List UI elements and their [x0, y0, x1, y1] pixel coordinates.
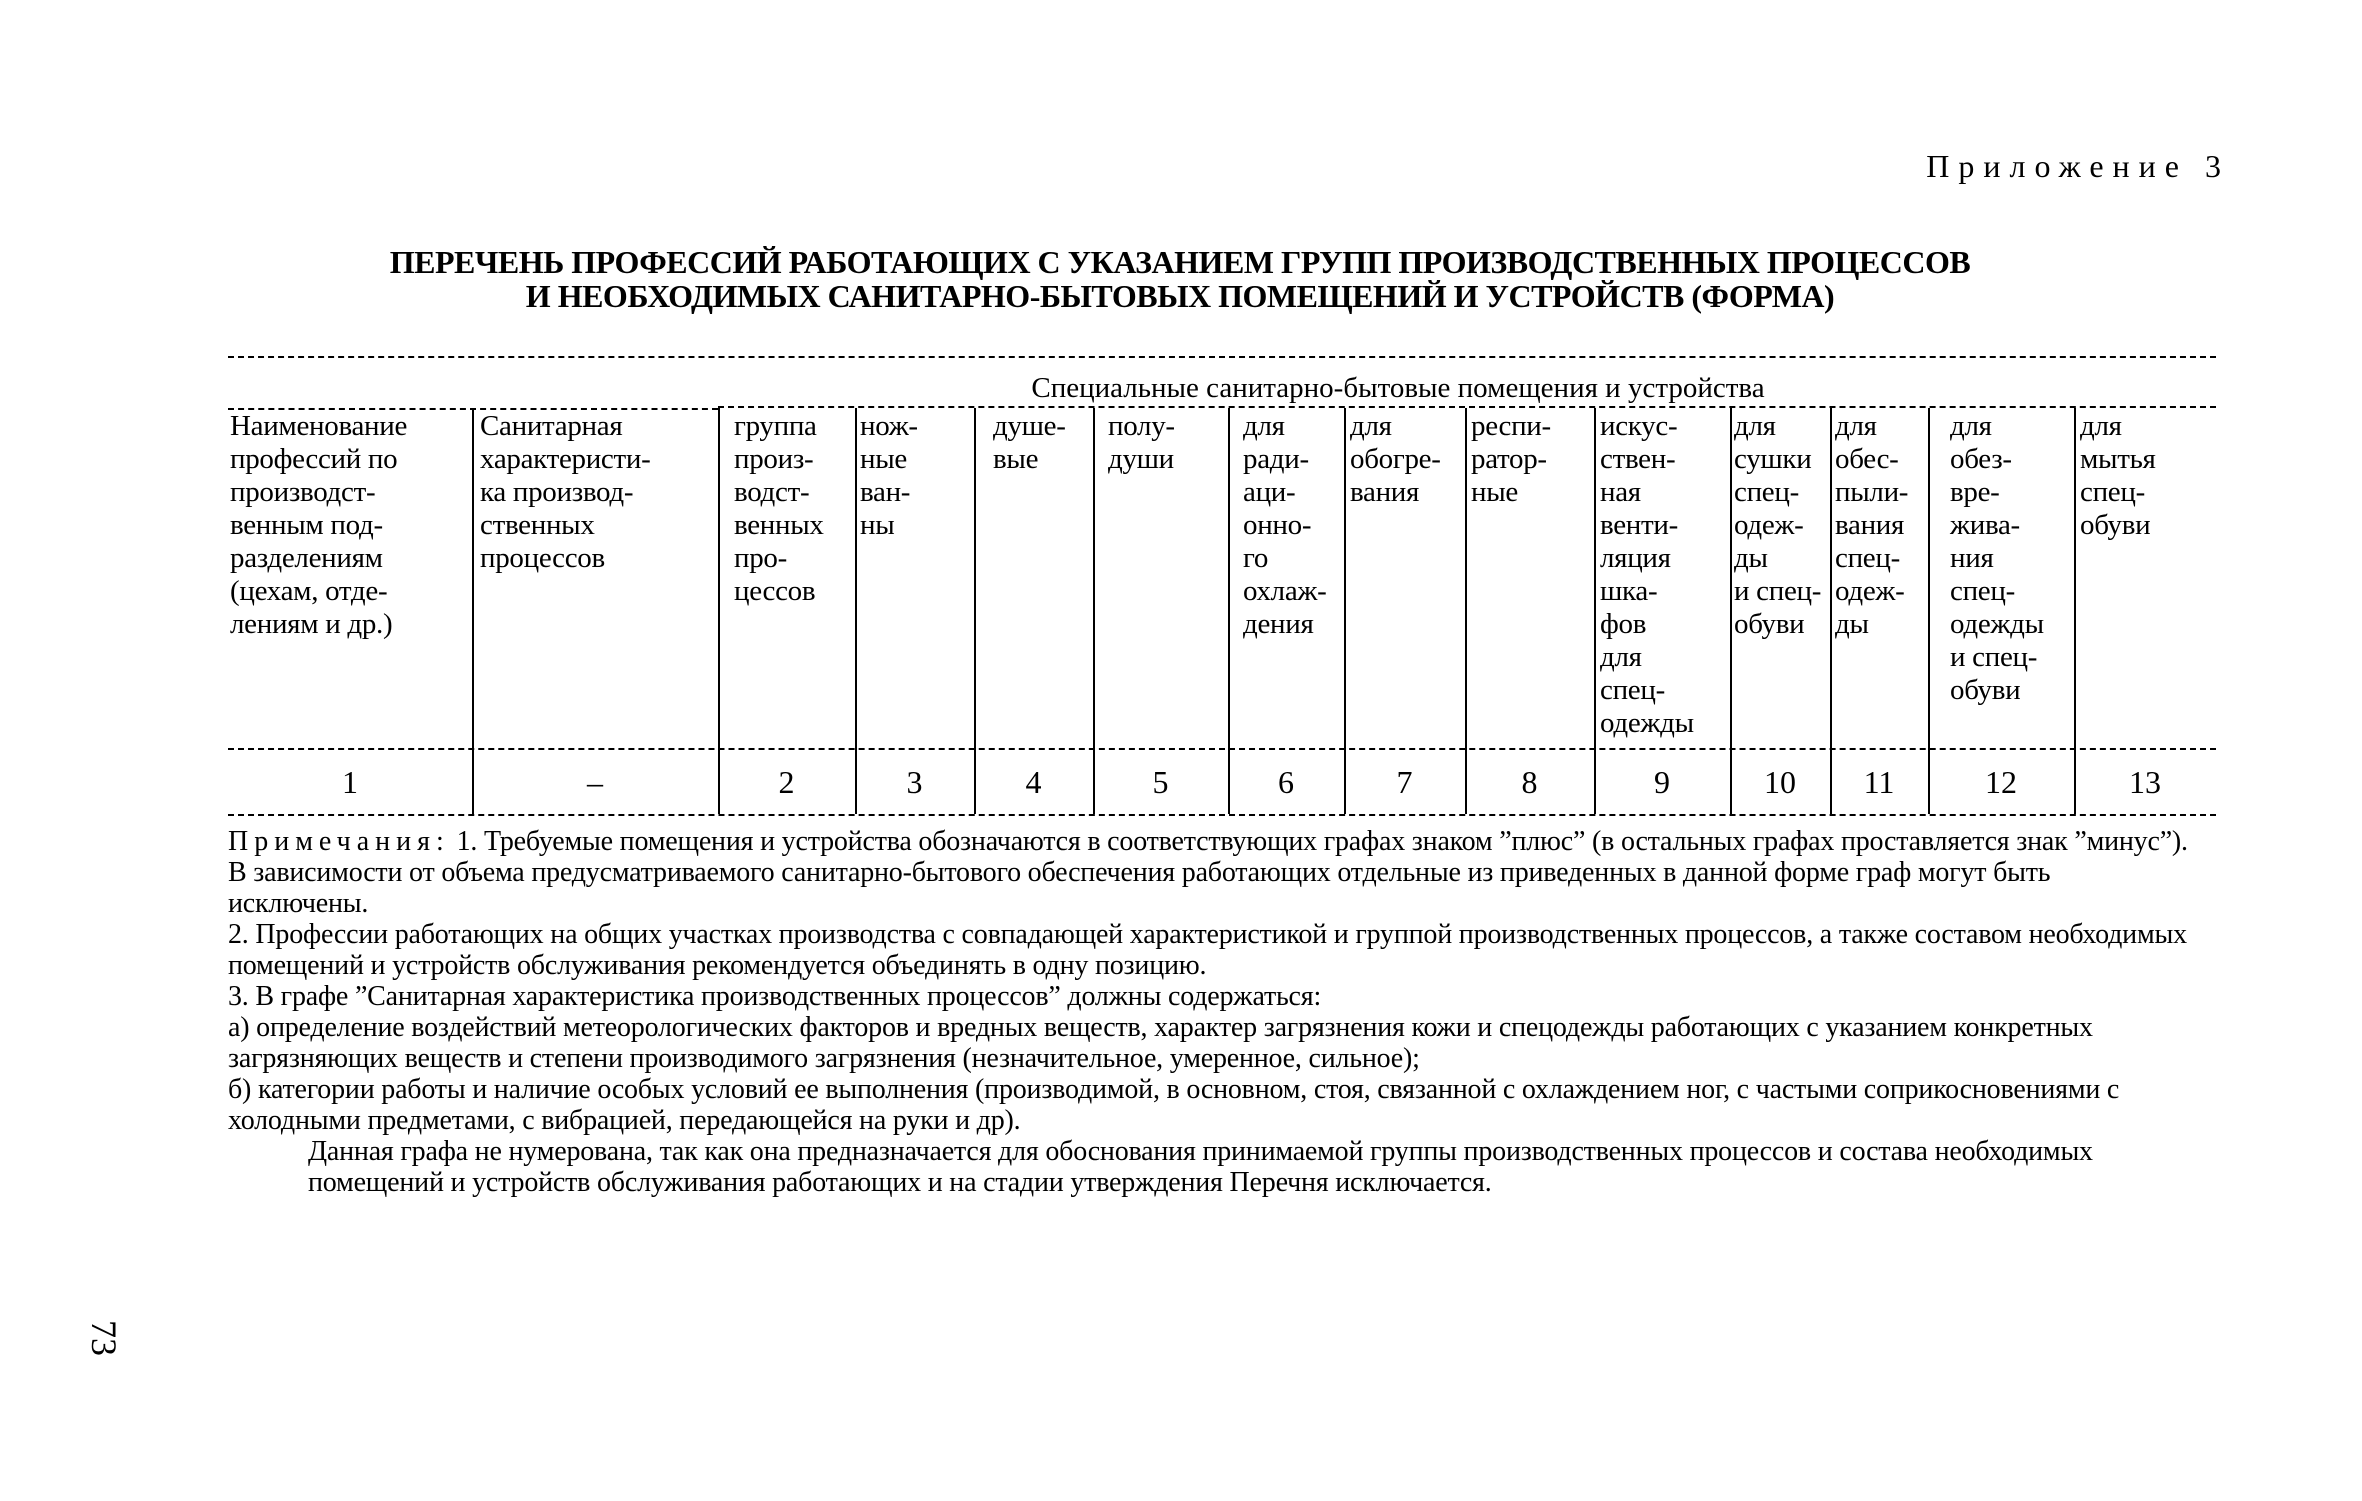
column-number: 12	[1985, 764, 2017, 800]
title-line-1: ПЕРЕЧЕНЬ ПРОФЕССИЙ РАБОТАЮЩИХ С УКАЗАНИЕМ ГРУПП ПРОИЗВОДСТВЕННЫХ ПРОЦЕССОВ	[389, 244, 1971, 280]
column-number: 2	[778, 764, 795, 800]
column-number: 1	[342, 764, 358, 800]
column-number: 3	[906, 764, 923, 800]
professions-table	[228, 356, 2216, 816]
column-number: 5	[1152, 764, 1169, 800]
column-header: Наименование профессий по производст- венным под- разделениям (цехам, отде- лениям и др.)	[230, 410, 408, 640]
note-1a: 1. Требуемые помещения и устройства обозначаются в соответствующих графах знаком ”плюс” (в остальных графах проставляется знак ”минус”).	[449, 826, 2188, 857]
column-divider	[1465, 408, 1467, 814]
note-1b: В зависимости от объема предусматриваемого санитарно-бытового обеспечения работающих отдельные из приведенных в данной форме граф могут быть исключены.	[228, 857, 2051, 919]
title-line-2: И НЕОБХОДИМЫХ САНИТАРНО-БЫТОВЫХ ПОМЕЩЕНИЙ И УСТРОЙСТВ (ФОРМА)	[525, 278, 1835, 314]
column-number: 11	[1863, 764, 1895, 800]
column-header: Санитарная характеристи- ка производ- ственных процессов	[480, 410, 651, 574]
column-divider	[1830, 408, 1832, 814]
column-divider	[718, 408, 720, 814]
column-number: 13	[2129, 764, 2161, 800]
column-header: полу- души	[1108, 410, 1175, 475]
column-divider	[855, 408, 857, 814]
header-bottom-rule	[228, 748, 2216, 750]
note-4: Данная графа не нумерована, так как она предназначается для обоснования принимаемой группы производственных процессов и состава необходимых помещений и устройств обслуживания работающих и на стадии утверждения Перечня исключается.	[308, 1136, 2093, 1198]
note-3a: а) определение воздействий метеорологических факторов и вредных веществ, характер загрязнения кожи и спецодежды работающих с указанием конкретных загрязняющих веществ и степени производимого загрязнения (незначительное, умеренное, сильное);	[228, 1012, 2093, 1074]
column-divider	[974, 408, 976, 814]
column-number: –	[587, 764, 603, 800]
column-number: 4	[1025, 764, 1042, 800]
table-top-rule	[228, 356, 2216, 358]
column-header: искус- ствен- ная венти- ляция шка- фов для спец- одежды	[1600, 410, 1694, 739]
note-3b: б) категории работы и наличие особых условий ее выполнения (производимой, в основном, стоя, связанной с охлаждением ног, с частыми соприкосновениями с холодными предметами, с вибрацией, передающейся на руки и др).	[228, 1074, 2120, 1136]
note-2: 2. Профессии работающих на общих участках производства с совпадающей характеристикой и группой производственных процессов, а также составом необходимых помещений и устройств обслуживания рекомендуется объединять в одну позицию.	[228, 919, 2187, 981]
column-divider	[1228, 408, 1230, 814]
column-divider	[1730, 408, 1732, 814]
column-number: 7	[1396, 764, 1413, 800]
column-header: для обес- пыли- вания спец- одеж- ды	[1835, 410, 1909, 640]
column-number: 9	[1654, 764, 1670, 800]
column-header: для сушки спец- одеж- ды и спец- обуви	[1734, 410, 1822, 640]
page-number: 73	[84, 1320, 124, 1356]
table-bottom-rule	[228, 814, 2216, 816]
column-divider	[1344, 408, 1346, 814]
column-header: для мытья спец- обуви	[2080, 410, 2156, 541]
column-header: группа произ- водст- венных про- цессов	[734, 410, 824, 607]
appendix-label: Приложение 3	[1926, 148, 2230, 184]
column-divider	[1594, 408, 1596, 814]
notes-label: Примечания:	[228, 826, 450, 857]
column-divider	[472, 408, 474, 814]
column-number: 10	[1764, 764, 1796, 800]
note-3: 3. В графе ”Санитарная характеристика производственных процессов” должны содержаться:	[228, 981, 1322, 1012]
column-header: душе- вые	[993, 410, 1066, 475]
column-header: для ради- аци- онно- го охлаж- дения	[1243, 410, 1327, 640]
document-title	[250, 245, 2110, 313]
column-divider	[2074, 408, 2076, 814]
super-header: Специальные санитарно-бытовые помещения и устройства	[1031, 372, 1765, 404]
notes-section	[228, 826, 2188, 1198]
column-header: респи- ратор- ные	[1471, 410, 1551, 508]
super-header-rule	[718, 406, 2216, 408]
column-divider	[1093, 408, 1095, 814]
column-header: для обогре- вания	[1350, 410, 1441, 508]
column-number: 8	[1521, 764, 1538, 800]
column-header: нож- ные ван- ны	[860, 410, 918, 541]
column-divider	[1928, 408, 1930, 814]
column-header: для обез- вре- жива- ния спец- одежды и спец- обуви	[1950, 410, 2044, 706]
column-number: 6	[1278, 764, 1294, 800]
